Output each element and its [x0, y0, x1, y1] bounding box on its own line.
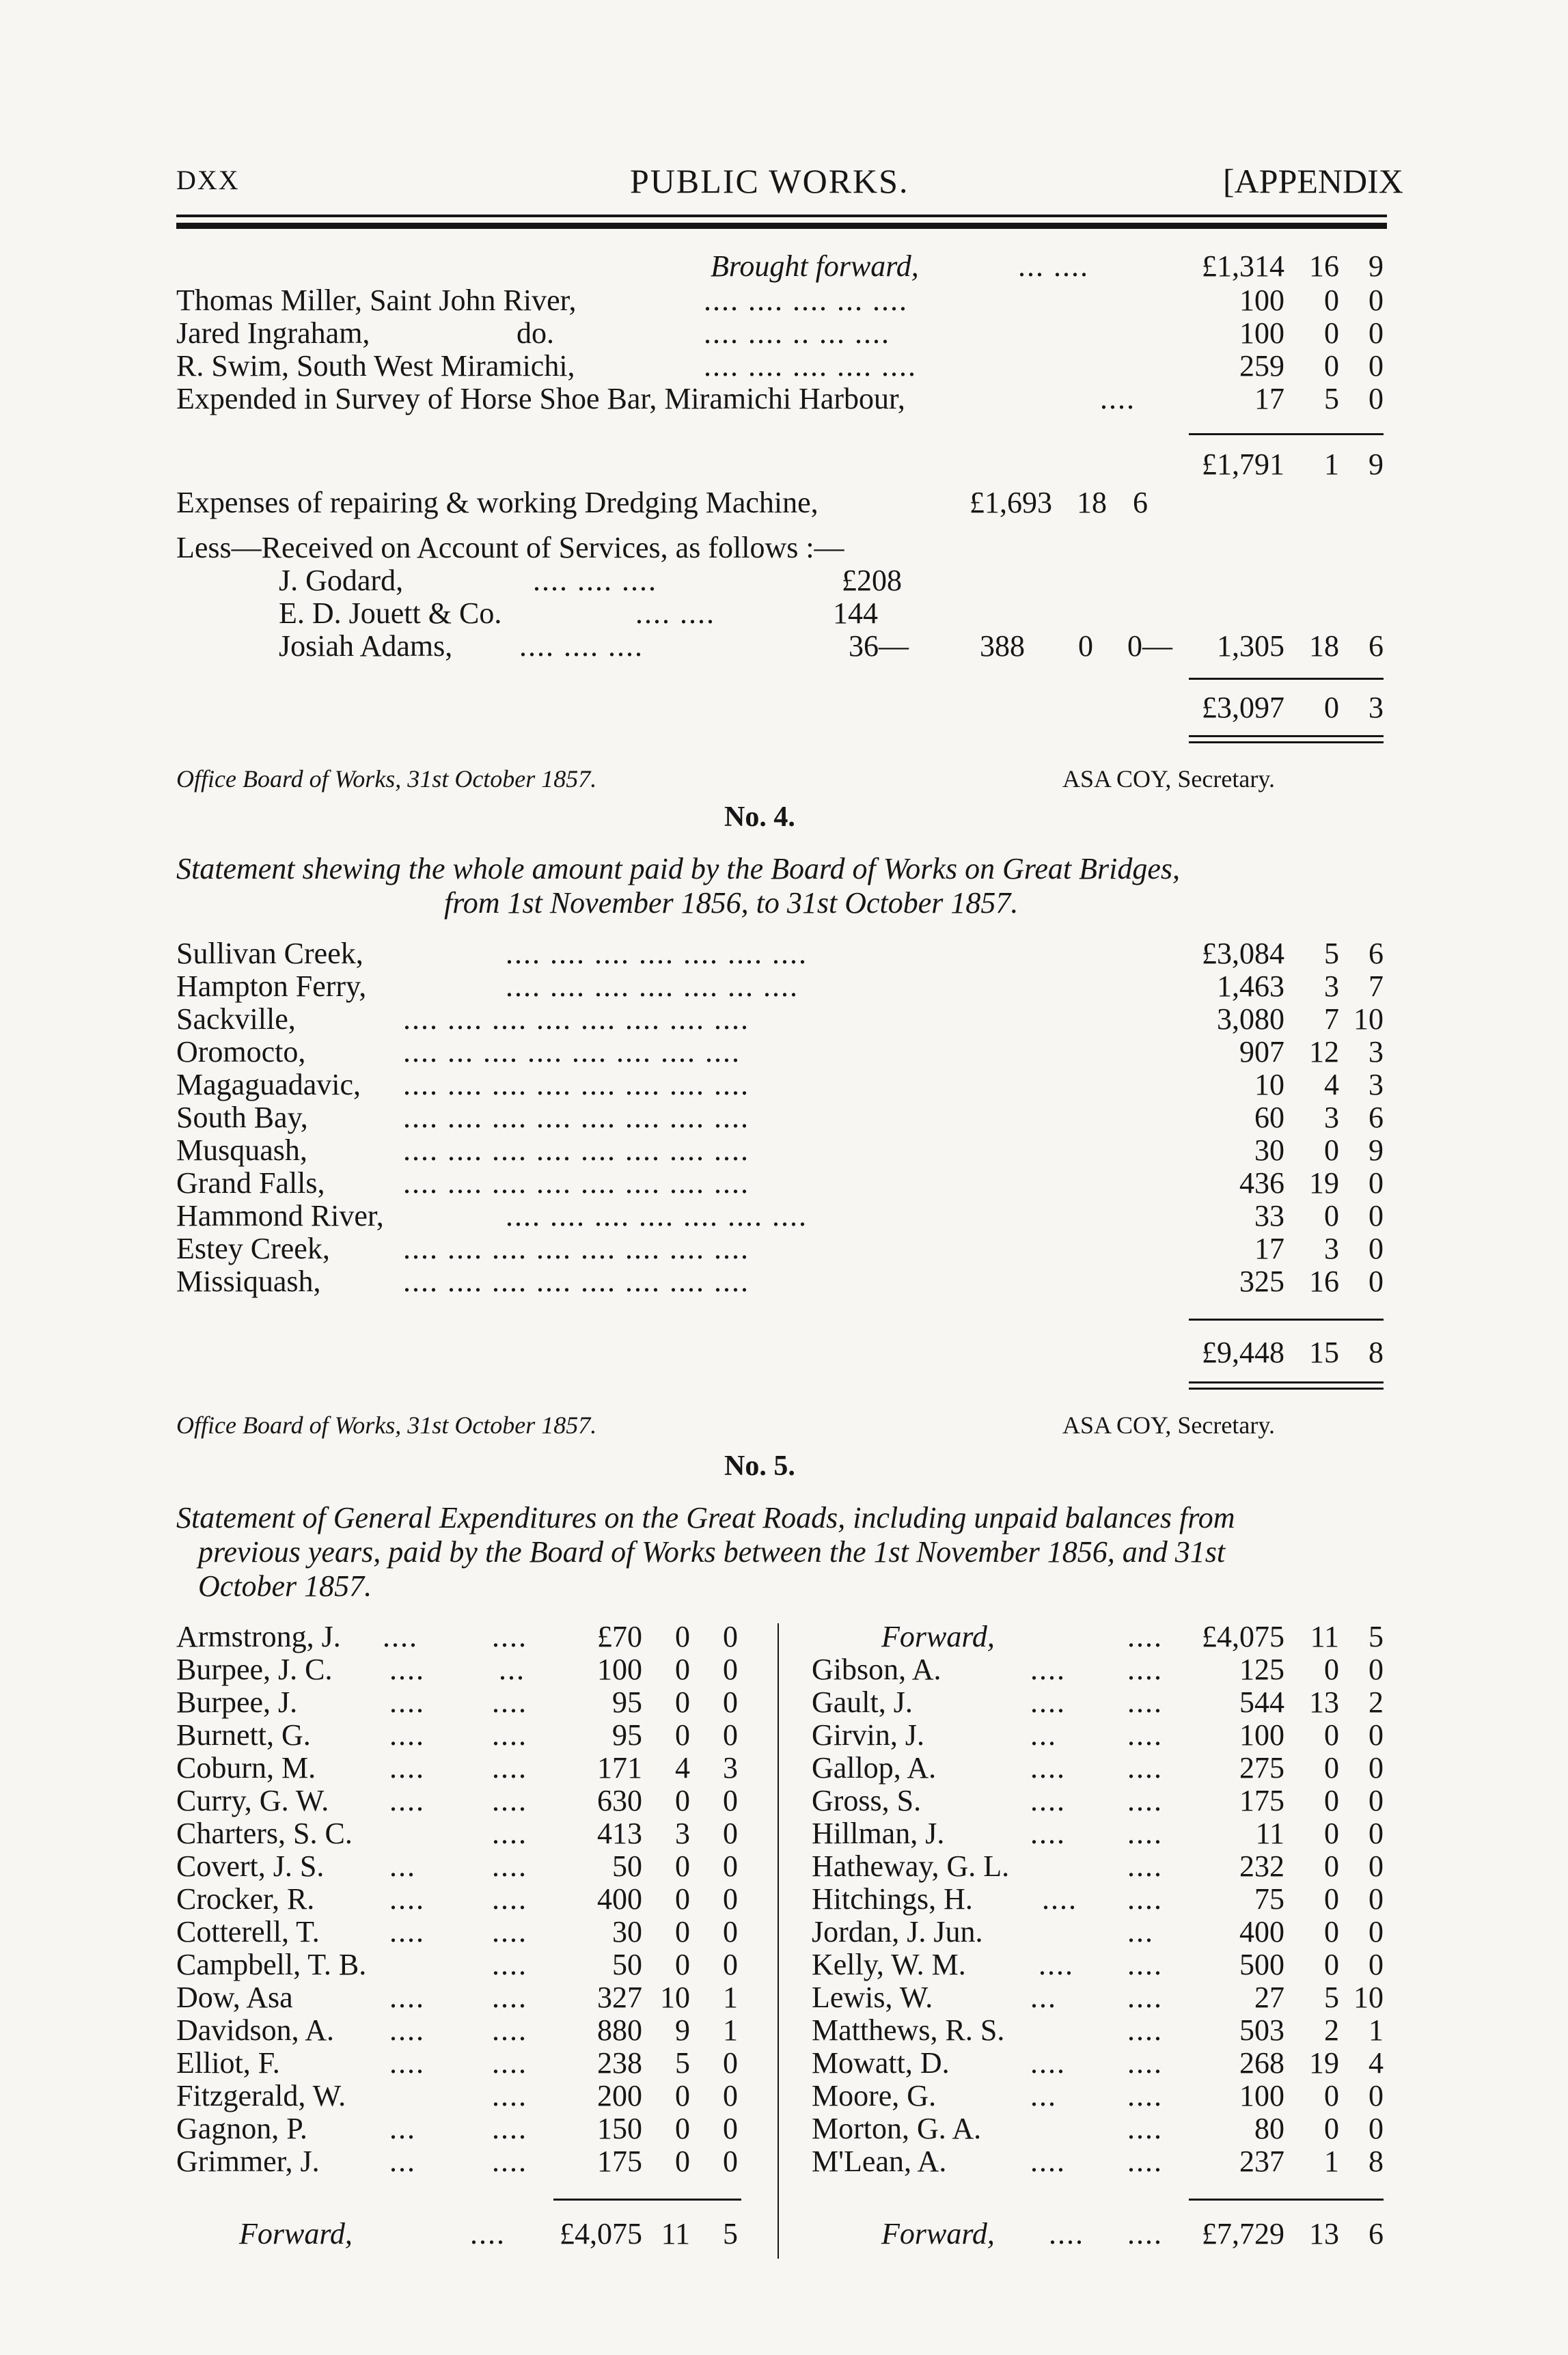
road-row: Hatheway, G. L. .... 232 0 0: [812, 1849, 1384, 1883]
section-caption: Statement shewing the whole amount paid by the Board of Works on Great Bridges,: [176, 852, 1180, 885]
received-row: J. Godard, .... .... .... £208: [279, 564, 902, 597]
total-double-rule: [1189, 1388, 1384, 1390]
section-number: No. 5.: [724, 1450, 795, 1482]
forward-rule: [1189, 2199, 1384, 2201]
road-row: Moore, G. ... .... 100 0 0: [812, 2079, 1384, 2112]
total-row: £9,448 15 8: [1202, 1336, 1384, 1369]
road-row: Matthews, R. S. .... 503 2 1: [812, 2013, 1384, 2047]
section-caption: from 1st November 1856, to 31st October 1857.: [444, 886, 1019, 920]
subtotal-rule: [1189, 433, 1384, 435]
total-rule: [1189, 1319, 1384, 1321]
road-row: Dow, Asa .... .... 327 10 1: [176, 1981, 738, 2014]
bridge-row: Missiquash, .... .... .... .... .... .... .... .... 325 16 0: [176, 1265, 1384, 1298]
road-row: Burpee, J. C. .... ... 100 0 0: [176, 1653, 738, 1686]
bridge-row: Estey Creek, .... .... .... .... .... .... .... .... 17 3 0: [176, 1232, 1384, 1265]
road-row: Gagnon, P. ... .... 150 0 0: [176, 2112, 738, 2145]
page-number: DXX: [176, 165, 240, 195]
header-rule-thick: [176, 223, 1387, 229]
total-row: £3,097 0 3: [1202, 691, 1384, 724]
road-row: Gross, S. .... .... 175 0 0: [812, 1784, 1384, 1817]
bridge-row: South Bay, .... .... .... .... .... .... .... .... 60 3 6: [176, 1101, 1384, 1134]
section-caption: Statement of General Expenditures on the Great Roads, including unpaid balances from: [176, 1501, 1235, 1534]
road-row: Covert, J. S. ... .... 50 0 0: [176, 1849, 738, 1883]
bridge-row: Hampton Ferry, .... .... .... .... .... ... .... 1,463 3 7: [176, 969, 1384, 1003]
appendix-label: [APPENDIX: [1223, 162, 1403, 200]
received-row: Josiah Adams, .... .... .... 36— 388 0 0— 1,305 18 6: [279, 629, 1384, 663]
section-caption: October 1857.: [198, 1569, 372, 1603]
left-forward-row: Forward, .... £4,075 11 5: [239, 2217, 738, 2250]
less-row: Less—Received on Account of Services, as follows :—: [176, 531, 844, 564]
road-row: Charters, S. C. .... 413 3 0: [176, 1817, 738, 1850]
brought-forward-row: Brought forward, ... .... £1,314 16 9: [711, 249, 1384, 283]
road-row: Armstrong, J. .... .... £70 0 0: [176, 1620, 738, 1653]
section-caption: previous years, paid by the Board of Works between the 1st November 1856, and 31st: [198, 1535, 1226, 1569]
total-rule: [1189, 678, 1384, 680]
payment-row: Thomas Miller, Saint John River, .... .... .... ... .... 100 0 0: [176, 284, 1384, 317]
road-row: Forward, .... £4,075 11 5: [881, 1620, 1384, 1653]
bridge-row: Grand Falls, .... .... .... .... .... .... .... .... 436 19 0: [176, 1166, 1384, 1200]
road-row: Gallop, A. .... .... 275 0 0: [812, 1751, 1384, 1785]
office-signature-row: Office Board of Works, 31st October 1857. ASA COY, Secretary.: [176, 765, 1275, 793]
road-row: Crocker, R. .... .... 400 0 0: [176, 1882, 738, 1916]
header-rule-top: [176, 215, 1387, 217]
bridge-row: Musquash, .... .... .... .... .... .... .... .... 30 0 9: [176, 1133, 1384, 1167]
road-row: Gault, J. .... .... 544 13 2: [812, 1685, 1384, 1719]
total-double-rule: [1189, 735, 1384, 737]
road-row: Gibson, A. .... .... 125 0 0: [812, 1653, 1384, 1686]
office-signature-row: Office Board of Works, 31st October 1857. ASA COY, Secretary.: [176, 1411, 1275, 1439]
bridge-row: Oromocto, .... ... .... .... .... .... .... .... 907 12 3: [176, 1035, 1384, 1069]
road-row: Kelly, W. M. .... .... 500 0 0: [812, 1948, 1384, 1981]
road-row: Davidson, A. .... .... 880 9 1: [176, 2013, 738, 2047]
road-row: Girvin, J. ... .... 100 0 0: [812, 1718, 1384, 1752]
road-row: Cotterell, T. .... .... 30 0 0: [176, 1915, 738, 1948]
total-double-rule: [1189, 1381, 1384, 1383]
right-forward-row: Forward, .... .... £7,729 13 6: [881, 2217, 1384, 2250]
road-row: Elliot, F. .... .... 238 5 0: [176, 2046, 738, 2080]
road-row: Mowatt, D. .... .... 268 19 4: [812, 2046, 1384, 2080]
total-double-rule: [1189, 741, 1384, 743]
bridge-row: Hammond River, .... .... .... .... .... .... .... 33 0 0: [176, 1199, 1384, 1232]
subtotal-row: £1,791 1 9: [1202, 447, 1384, 481]
road-row: Fitzgerald, W. .... 200 0 0: [176, 2079, 738, 2112]
road-row: Morton, G. A. .... 80 0 0: [812, 2112, 1384, 2145]
road-row: M'Lean, A. .... .... 237 1 8: [812, 2145, 1384, 2178]
road-row: Hitchings, H. .... .... 75 0 0: [812, 1882, 1384, 1916]
bridge-row: Sackville, .... .... .... .... .... .... .... .... 3,080 7 10: [176, 1002, 1384, 1036]
road-row: Curry, G. W. .... .... 630 0 0: [176, 1784, 738, 1817]
payment-row: Expended in Survey of Horse Shoe Bar, Miramichi Harbour, .... 17 5 0: [176, 382, 1384, 415]
received-row: E. D. Jouett & Co. .... .... 144: [279, 596, 878, 630]
road-row: Grimmer, J. ... .... 175 0 0: [176, 2145, 738, 2178]
bridge-row: Magaguadavic, .... .... .... .... .... .... .... .... 10 4 3: [176, 1068, 1384, 1101]
road-row: Burpee, J. .... .... 95 0 0: [176, 1685, 738, 1719]
payment-row: R. Swim, South West Miramichi, .... .... .... .... .... 259 0 0: [176, 349, 1384, 383]
forward-rule: [553, 2199, 741, 2201]
road-row: Campbell, T. B. .... 50 0 0: [176, 1948, 738, 1981]
dredging-row: Expenses of repairing & working Dredging Machine, £1,693 18 6: [176, 486, 1148, 519]
road-row: Hillman, J. .... .... 11 0 0: [812, 1817, 1384, 1850]
road-row: Lewis, W. ... .... 27 5 10: [812, 1981, 1384, 2014]
road-row: Burnett, G. .... .... 95 0 0: [176, 1718, 738, 1752]
payment-row: Jared Ingraham, do. .... .... .. ... .... 100 0 0: [176, 316, 1384, 350]
road-row: Jordan, J. Jun. ... 400 0 0: [812, 1915, 1384, 1948]
road-row: Coburn, M. .... .... 171 4 3: [176, 1751, 738, 1785]
bridge-row: Sullivan Creek, .... .... .... .... .... .... .... £3,084 5 6: [176, 937, 1384, 970]
page-title: PUBLIC WORKS.: [630, 162, 909, 200]
section-number: No. 4.: [724, 801, 795, 833]
